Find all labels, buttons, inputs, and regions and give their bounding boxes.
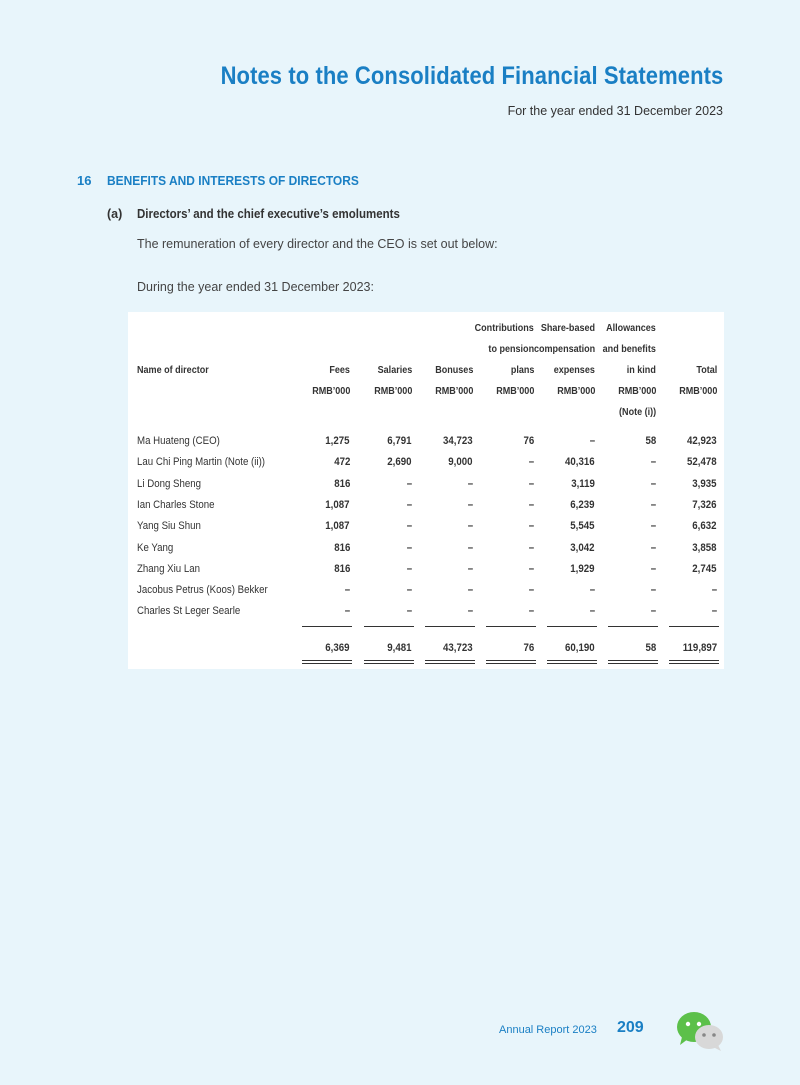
table-cell: 2,745 [692,562,717,575]
subsection-title: Directors’ and the chief executive’s emoluments [137,207,400,221]
table-cell: – [467,605,473,618]
total-double-rule [547,660,597,661]
table-cell: – [406,477,412,490]
table-cell: – [650,456,656,469]
table-cell: – [711,584,717,597]
total-cell: 60,190 [565,642,595,654]
column-header: and benefits [602,343,656,355]
column-header: RMB’000 [434,385,473,397]
total-double-rule [302,660,352,661]
page-title: Notes to the Consolidated Financial Statements [220,62,723,90]
table-cell: 1,275 [325,435,350,447]
table-cell: – [406,520,412,533]
director-name: Yang Siu Shun [137,520,201,533]
column-header: RMB’000 [373,385,412,397]
table-cell: – [650,477,656,490]
subtotal-rule [547,626,597,627]
column-header: RMB’000 [617,385,656,397]
total-cell: 6,369 [325,642,350,654]
total-double-rule [486,663,536,664]
column-header: Fees [329,364,350,376]
table-cell: – [589,584,595,597]
table-cell: 3,935 [692,477,717,490]
director-name: Lau Chi Ping Martin (Note (ii)) [137,456,266,469]
page-number: 209 [617,1019,644,1036]
table-cell: – [467,562,473,575]
column-header: Salaries [377,364,412,376]
table-cell: – [650,605,656,618]
table-cell: 52,478 [687,456,717,469]
table-cell: 1,087 [325,498,350,511]
column-header: in kind [626,364,656,376]
total-double-rule [669,660,719,661]
total-double-rule [364,660,414,661]
table-cell: – [528,605,534,618]
table-cell: – [528,584,534,597]
table-cell: 5,545 [570,520,595,533]
table-cell: – [528,520,534,533]
table-cell: – [344,605,350,618]
director-name: Ian Charles Stone [137,498,215,511]
table-cell: – [650,498,656,511]
subtotal-rule [608,626,658,627]
table-cell: 42,923 [687,435,717,447]
table-cell: – [528,562,534,575]
column-header: RMB’000 [556,385,595,397]
column-header: Bonuses [434,364,473,376]
table-cell: 6,632 [692,520,717,533]
total-cell: 76 [523,642,534,654]
table-cell: – [650,562,656,575]
column-header: expenses [553,364,595,376]
table-cell: – [711,605,717,618]
table-cell: 76 [523,435,534,447]
total-double-rule [608,660,658,661]
total-double-rule [425,660,475,661]
table-cell: – [528,541,534,554]
table-cell: 6,239 [570,498,595,511]
table-cell: 3,119 [571,477,595,490]
table-cell: – [467,498,473,511]
total-cell: 43,723 [443,642,473,654]
subtotal-rule [425,626,475,627]
column-header: RMB’000 [495,385,534,397]
total-double-rule [302,663,352,664]
table-cell: 58 [645,435,656,447]
table-cell: – [406,605,412,618]
column-header: (Note (i)) [618,406,656,418]
table-cell: – [467,477,473,490]
table-cell: – [406,562,412,575]
total-double-rule [547,663,597,664]
director-name: Zhang Xiu Lan [137,562,200,575]
section-number: 16 [77,173,92,188]
total-cell: 58 [645,642,656,654]
table-cell: 1,087 [325,520,350,533]
table-cell: 3,042 [570,541,595,554]
column-header: plans [510,364,534,376]
table-cell: – [406,541,412,554]
column-header: Total [696,364,717,376]
table-cell: – [650,541,656,554]
wechat-logo-icon [674,1010,726,1052]
table-cell: 7,326 [692,498,717,511]
section-title: BENEFITS AND INTERESTS OF DIRECTORS [107,173,359,188]
total-double-rule [425,663,475,664]
table-cell: – [467,520,473,533]
period-paragraph: During the year ended 31 December 2023: [137,280,374,294]
footer-report-label: Annual Report 2023 [499,1024,597,1036]
table-cell: – [344,584,350,597]
column-header: to pension [488,343,534,355]
table-cell: – [589,435,595,447]
table-cell: – [528,498,534,511]
subtotal-rule [364,626,414,627]
director-name: Charles St Leger Searle [137,605,241,618]
subtotal-rule [486,626,536,627]
table-cell: – [467,541,473,554]
column-header: Contributions [474,322,534,334]
table-cell: 472 [333,456,350,469]
table-cell: 2,690 [387,456,412,469]
director-name: Ma Huateng (CEO) [137,435,220,447]
column-header: Allowances [606,322,656,334]
total-double-rule [608,663,658,664]
director-name: Ke Yang [137,541,174,554]
table-cell: – [650,520,656,533]
table-cell: – [528,477,534,490]
emoluments-table [128,312,724,669]
table-cell: 816 [333,562,350,575]
director-name: Jacobus Petrus (Koos) Bekker [137,584,268,597]
subtotal-rule [302,626,352,627]
subtotal-rule [669,626,719,627]
director-name: Li Dong Sheng [137,477,202,490]
name-column-header: Name of director [137,364,209,376]
table-cell: 1,929 [570,562,595,575]
table-cell: 40,316 [565,456,595,469]
table-cell: 9,000 [448,456,473,469]
table-cell: 816 [333,541,350,554]
table-cell: – [406,498,412,511]
table-cell: 34,723 [443,435,473,447]
table-cell: – [650,584,656,597]
table-cell: – [467,584,473,597]
column-header: Share-based [540,322,595,334]
intro-paragraph: The remuneration of every director and the CEO is set out below: [137,237,498,251]
total-cell: 9,481 [387,642,412,654]
table-cell: 816 [333,477,350,490]
column-header: RMB’000 [678,385,717,397]
column-header: RMB’000 [311,385,350,397]
table-cell: 3,858 [692,541,717,554]
column-header: compensation [533,343,595,355]
total-double-rule [486,660,536,661]
total-double-rule [669,663,719,664]
page-subtitle: For the year ended 31 December 2023 [507,104,723,118]
table-cell: 6,791 [387,435,412,447]
table-cell: – [528,456,534,469]
table-cell: – [406,584,412,597]
total-cell: 119,897 [682,642,717,654]
total-double-rule [364,663,414,664]
table-cell: – [589,605,595,618]
subsection-number: (a) [107,207,123,221]
